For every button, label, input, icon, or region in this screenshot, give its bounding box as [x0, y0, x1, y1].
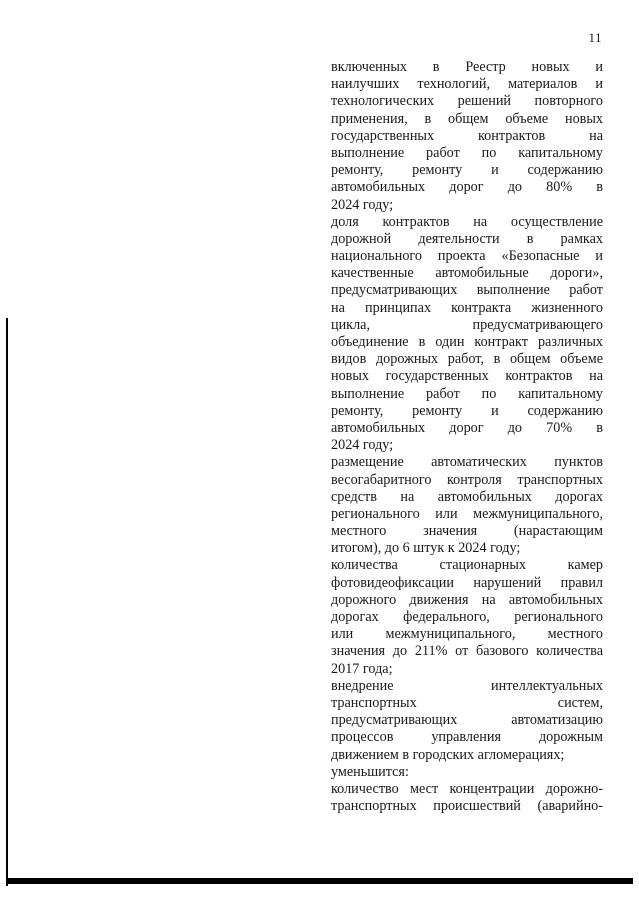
- text-line: движением в городских агломерациях;: [331, 746, 565, 763]
- text-line: автомобильных дорог до 70% в: [331, 419, 603, 436]
- text-line: транспортных систем,: [331, 694, 603, 711]
- text-line: предусматривающих выполнение работ: [331, 282, 603, 299]
- text-line: размещение автоматических пунктов: [331, 454, 603, 471]
- text-line: государственных контрактов на: [331, 127, 603, 144]
- text-line: новых государственных контрактов на: [331, 368, 603, 385]
- text-line: видов дорожных работ, в общем объеме: [331, 351, 603, 368]
- text-line: дорогах федерального, регионального: [331, 609, 603, 625]
- text-line: выполнение работ по капитальному: [331, 385, 603, 402]
- text-line: включенных в Реестр новых и: [331, 59, 603, 75]
- text-line: ремонту, ремонту и содержанию: [331, 162, 603, 179]
- text-line: весогабаритного контроля транспортных: [331, 471, 603, 488]
- text-line: процессов управления дорожным: [331, 729, 603, 746]
- text-line: дорожного движения на автомобильных: [331, 591, 603, 608]
- text-line: доля контрактов на осуществление: [331, 213, 603, 230]
- text-line: технологических решений повторного: [331, 93, 603, 110]
- text-line: транспортных происшествий (аварийно-: [331, 798, 603, 815]
- text-line: фотовидеофиксации нарушений правил: [331, 574, 603, 591]
- text-line: на принципах контракта жизненного: [331, 299, 603, 316]
- text-line: средств на автомобильных дорогах: [331, 488, 603, 505]
- text-line: местного значения (нарастающим: [331, 523, 603, 540]
- text-line: дорожной деятельности в рамках: [331, 230, 603, 247]
- text-line: количество мест концентрации дорожно-: [331, 780, 603, 797]
- text-line: 2024 году;: [331, 196, 394, 213]
- text-line: автомобильных дорог до 80% в: [331, 179, 603, 196]
- scan-border-left: [6, 318, 8, 886]
- text-line: объединение в один контракт различных: [331, 334, 603, 350]
- scan-border-bottom: [6, 878, 633, 884]
- text-line: национального проекта «Безопасные и: [331, 248, 603, 265]
- text-line: количества стационарных камер: [331, 557, 603, 574]
- text-line: или межмуниципального, местного: [331, 626, 603, 643]
- text-line: уменьшится:: [331, 763, 409, 780]
- text-line: качественные автомобильные дороги»,: [331, 265, 603, 282]
- text-line: наилучших технологий, материалов и: [331, 76, 603, 93]
- text-line: регионального или межмуниципального,: [331, 505, 603, 522]
- text-line: предусматривающих автоматизацию: [331, 712, 603, 729]
- text-line: итогом), до 6 штук к 2024 году;: [331, 540, 521, 557]
- document-text-column: [331, 59, 603, 815]
- text-line: ремонту, ремонту и содержанию: [331, 402, 603, 419]
- text-line: цикла, предусматривающего: [331, 316, 603, 333]
- text-line: 2017 года;: [331, 660, 393, 677]
- text-line: внедрение интеллектуальных: [331, 677, 603, 694]
- page-number: 11: [588, 30, 602, 45]
- text-line: значения до 211% от базового количества: [331, 643, 603, 660]
- text-line: 2024 году;: [331, 437, 394, 454]
- text-line: выполнение работ по капитальному: [331, 144, 603, 161]
- text-line: применения, в общем объеме новых: [331, 110, 603, 127]
